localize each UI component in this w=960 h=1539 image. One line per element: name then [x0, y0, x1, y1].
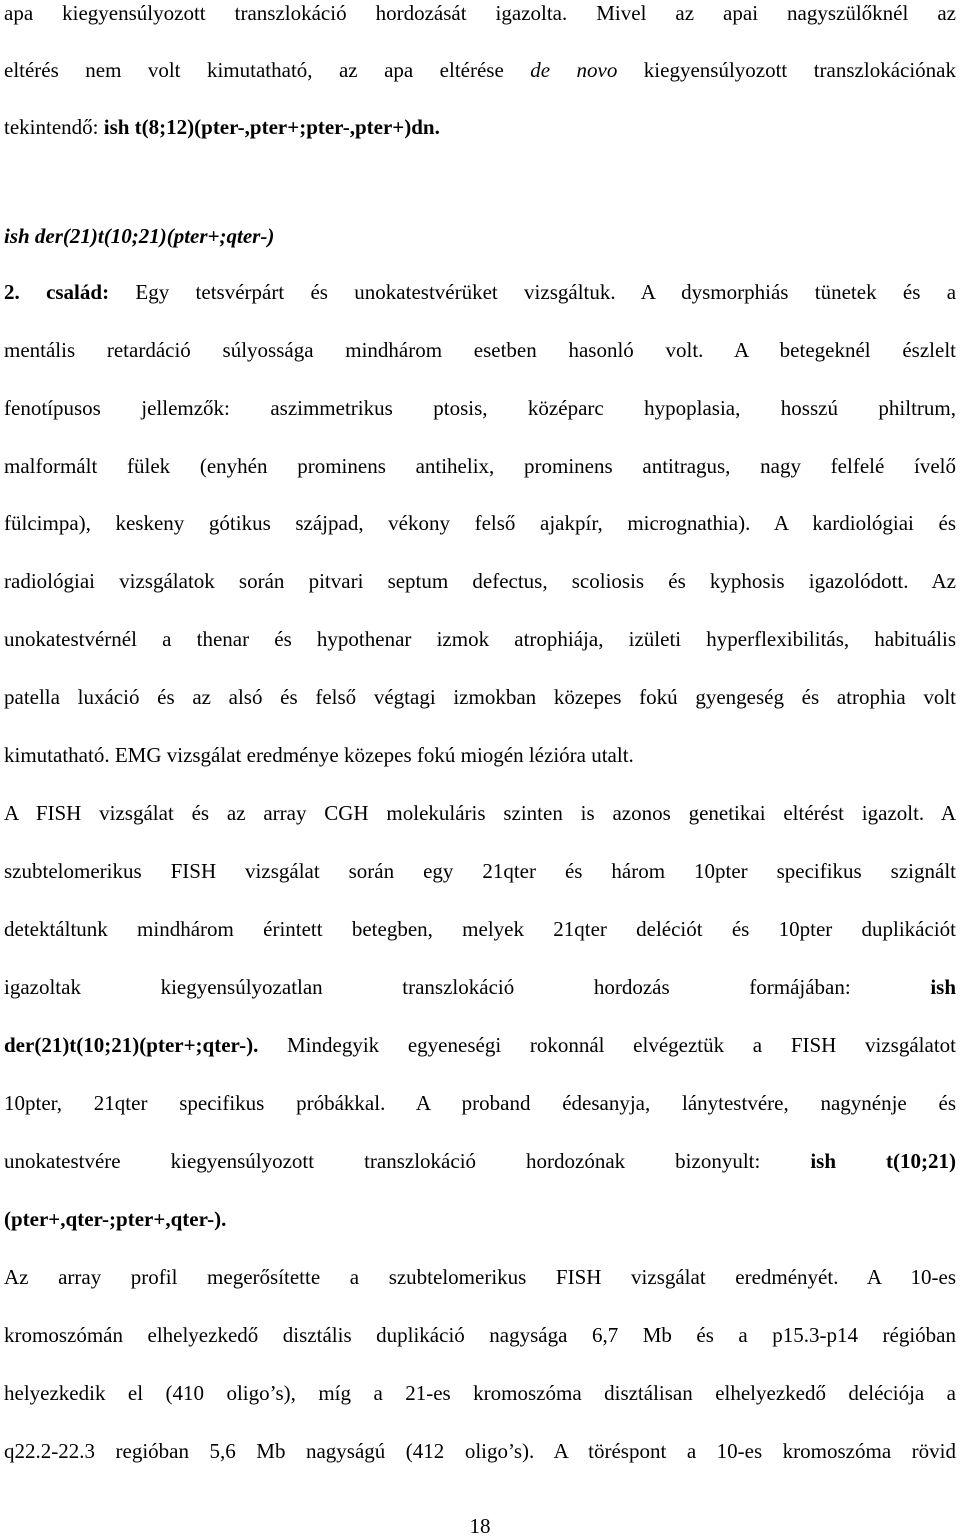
text-line: fülcimpa), keskeny gótikus szájpad, vékony felső ajakpír, micrognathia). A kardiológiai és [4, 511, 956, 535]
text-line: 2. család: Egy tetsvérpárt és unokatestvérüket vizsgáltuk. A dysmorphiás tünetek és a [4, 280, 957, 304]
text-line: 10pter, 21qter specifikus próbákkal. A proband édesanyja, lánytestvére, nagynénje és [4, 1091, 956, 1115]
italic-term: de novo [530, 58, 618, 82]
text-line: Az array profil megerősítette a szubtelomerikus FISH vizsgálat eredményét. A 10-es [4, 1265, 956, 1289]
text-line: apa kiegyensúlyozott transzlokáció hordozását igazolta. Mivel az apai nagyszülőknél az [4, 1, 956, 25]
text-line: fenotípusos jellemzők: aszimmetrikus ptosis, középarc hypoplasia, hosszú philtrum, [4, 396, 956, 420]
text-line: eltérés nem volt kimutatható, az apa eltérése de novo kiegyensúlyozott transzlokációnak [4, 58, 956, 82]
text-line: unokatestvérnél a thenar és hypothenar izmok atrophiája, izületi hyperflexibilitás, habituális [4, 627, 956, 651]
text-line: A FISH vizsgálat és az array CGH molekuláris szinten is azonos genetikai eltérést igazolt. A [4, 801, 956, 825]
text-line: kimutatható. EMG vizsgálat eredménye közepes fokú miogén lézióra utalt. [4, 743, 634, 767]
text-line: detektáltunk mindhárom érintett betegben, melyek 21qter deléciót és 10pter duplikációt [4, 917, 956, 941]
text-line: unokatestvére kiegyensúlyozott transzlokáció hordozónak bizonyult: ish t(10;21) [4, 1149, 956, 1173]
text-line: q22.2-22.3 regióban 5,6 Mb nagyságú (412 oligo’s). A töréspont a 10-es kromoszóma rövid [4, 1439, 956, 1463]
text-line: kromoszómán elhelyezkedő disztális duplikáció nagysága 6,7 Mb és a p15.3-p14 régióban [4, 1323, 956, 1347]
text-line: igazoltak kiegyensúlyozatlan transzlokáció hordozás formájában: ish [4, 975, 956, 999]
karyotype-notation: (pter+,qter-;pter+,qter-). [4, 1207, 227, 1231]
karyotype-notation: der(21)t(10;21)(pter+;qter-). [4, 1033, 259, 1057]
karyotype-notation: ish t(10;21) [810, 1149, 956, 1173]
family-label: 2. család: [4, 280, 110, 304]
section-heading: ish der(21)t(10;21)(pter+;qter-) [4, 224, 275, 248]
text-line: malformált fülek (enyhén prominens antihelix, prominens antitragus, nagy felfelé ívelő [4, 454, 956, 478]
karyotype-notation: ish t(8;12)(pter-,pter+;pter-,pter+)dn. [103, 115, 440, 139]
text-line: szubtelomerikus FISH vizsgálat során egy 21qter és három 10pter specifikus szignált [4, 859, 956, 883]
text-line: patella luxáció és az alsó és felső végtagi izmokban közepes fokú gyengeség és atrophia volt [4, 685, 956, 709]
karyotype-notation: ish [930, 975, 956, 999]
text-line: tekintendő: ish t(8;12)(pter-,pter+;pter-,pter+)dn. [4, 115, 440, 139]
text-line: helyezkedik el (410 oligo’s), míg a 21-es kromoszóma disztálisan elhelyezkedő deléciója a [4, 1381, 956, 1405]
page-number: 18 [469, 1514, 491, 1538]
text-line: der(21)t(10;21)(pter+;qter-). Mindegyik egyeneségi rokonnál elvégeztük a FISH vizsgálatot [4, 1033, 956, 1057]
text-line: radiológiai vizsgálatok során pitvari septum defectus, scoliosis és kyphosis igazolódott. Az [4, 569, 956, 593]
text-line: mentális retardáció súlyossága mindhárom esetben hasonló volt. A betegeknél észlelt [4, 338, 956, 362]
